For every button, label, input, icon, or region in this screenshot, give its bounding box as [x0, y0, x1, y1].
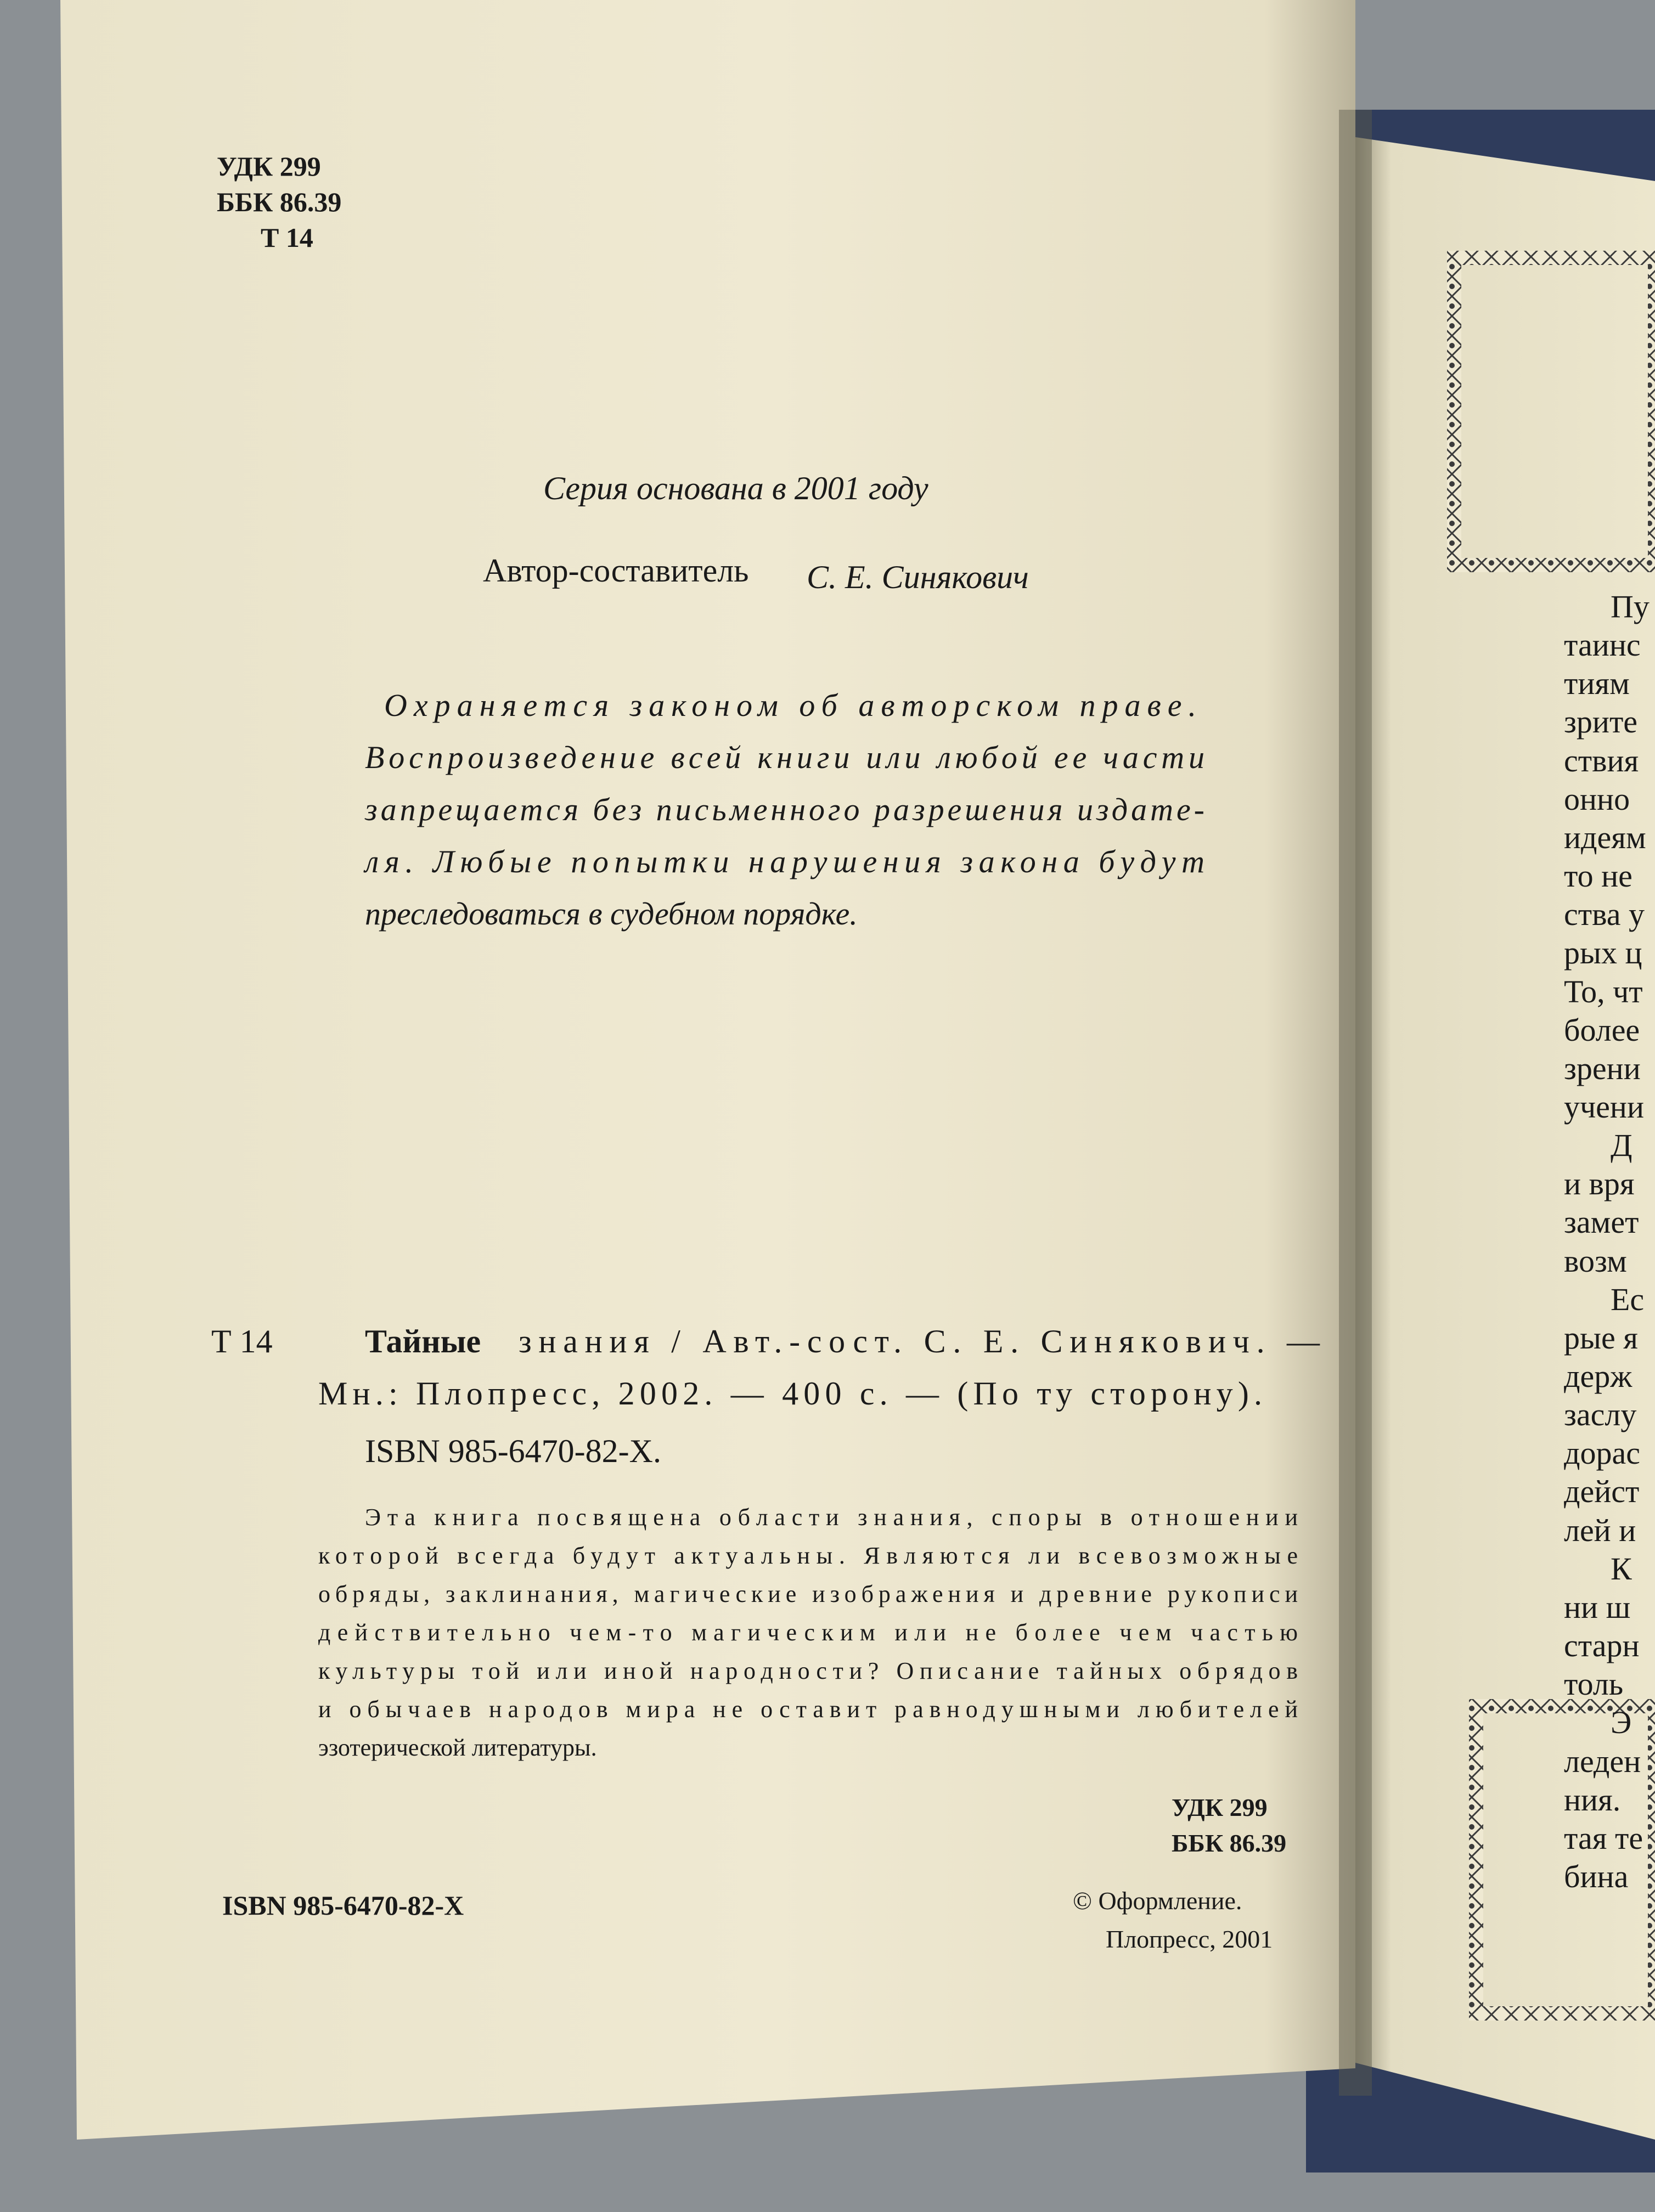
- right-page-fragment: ствия: [1564, 743, 1639, 778]
- right-page-fragment: Пу: [1611, 589, 1650, 624]
- catalog-isbn: ISBN 985-6470-82-Х.: [365, 1433, 661, 1469]
- author-name: С. Е. Синякович: [807, 559, 1029, 595]
- right-page-fragment: дорас: [1564, 1435, 1640, 1471]
- right-page-fragment: ния.: [1564, 1782, 1621, 1818]
- right-page-fragment: тиям: [1564, 665, 1630, 701]
- right-page-fragment: Ес: [1611, 1282, 1645, 1317]
- isbn-bottom: ISBN 985-6470-82-Х: [222, 1890, 464, 1921]
- gutter-shadow: [1339, 110, 1372, 2096]
- catalog-title-bold: Тайные: [365, 1323, 481, 1359]
- svg-text:эзотерической литературы.: эзотерической литературы.: [318, 1734, 597, 1761]
- right-page-fragment: То, чт: [1564, 974, 1643, 1009]
- right-page-fragment: то не: [1564, 858, 1633, 894]
- catalog-line2: Мн.: Плопресс, 2002. — 400 с. — (По ту сторону).: [318, 1375, 1262, 1412]
- right-page-fragment: ства у: [1564, 896, 1645, 932]
- right-page-fragment: зрени: [1564, 1051, 1641, 1086]
- svg-text:ля. Любые попытки нарушения за: ля. Любые попытки нарушения закона будут: [365, 844, 1204, 879]
- left-page: [60, 0, 1355, 2140]
- bbk-code: ББК 86.39: [217, 187, 342, 217]
- right-page-fragment: рые я: [1564, 1320, 1638, 1356]
- right-page-fragment: онно: [1564, 781, 1630, 817]
- right-page-fragment: идеям: [1564, 820, 1646, 855]
- svg-text:действительно чем-то магически: действительно чем-то магическим или не более чем частью: [318, 1619, 1298, 1646]
- right-page-fragment: замет: [1564, 1204, 1639, 1240]
- right-page-fragment: таинс: [1564, 627, 1641, 663]
- right-page-fragment: Д: [1611, 1127, 1633, 1163]
- right-page-fragment: держ: [1564, 1358, 1633, 1394]
- svg-text:Эта книга посвящена области зн: Эта книга посвящена области знания, споры в отношении: [365, 1504, 1298, 1531]
- svg-text:Охраняется законом об авторско: Охраняется законом об авторском праве.: [384, 687, 1196, 723]
- udc-code: УДК 299: [217, 151, 321, 182]
- svg-text:которой всегда будут актуальны: которой всегда будут актуальны. Являются ли всевозможные: [318, 1542, 1298, 1569]
- right-page-fragment: тая те: [1564, 1820, 1643, 1856]
- author-label: Автор-составитель: [483, 552, 749, 589]
- catalog-line1: знания / Авт.-сост. С. Е. Синякович. —: [519, 1323, 1320, 1359]
- right-page-fragment: лей и: [1564, 1513, 1636, 1548]
- right-page-fragment: ни ш: [1564, 1589, 1631, 1625]
- right-page-fragment: возм: [1564, 1243, 1627, 1279]
- udc-code-bottom: УДК 299: [1172, 1793, 1268, 1821]
- right-page-fragment: старн: [1564, 1628, 1640, 1663]
- right-page-fragment: более: [1564, 1012, 1640, 1048]
- svg-text:культуры той или иной народнос: культуры той или иной народности? Описание тайных обрядов: [318, 1657, 1298, 1684]
- right-page-fragment: К: [1611, 1551, 1632, 1587]
- right-page-fragment: Э: [1611, 1705, 1632, 1740]
- catalog-index: Т 14: [211, 1323, 273, 1359]
- right-page-fragment: бина: [1564, 1859, 1629, 1894]
- series-note: Серия основана в 2001 году: [543, 470, 928, 506]
- svg-text:и обычаев народов мира не оста: и обычаев народов мира не оставит равнодушными любителей: [318, 1696, 1298, 1723]
- svg-text:обряды, заклинания, магические: обряды, заклинания, магические изображения и древние рукописи: [318, 1581, 1298, 1607]
- svg-text:Плопресс, 2001: Плопресс, 2001: [1106, 1925, 1273, 1953]
- right-page-fragment: рых ц: [1564, 935, 1642, 970]
- right-page-fragment: дейст: [1564, 1474, 1640, 1509]
- right-page-fragment: толь: [1564, 1666, 1624, 1702]
- author-mark: Т 14: [261, 222, 313, 253]
- svg-text:запрещается без письменного ра: запрещается без письменного разрешения издате-: [365, 792, 1204, 827]
- bbk-code-bottom: ББК 86.39: [1172, 1829, 1287, 1857]
- svg-text:преследоваться в судебном поря: преследоваться в судебном порядке.: [365, 896, 858, 932]
- right-page-fragment: учени: [1564, 1089, 1644, 1125]
- svg-text:© Оформление.: © Оформление.: [1073, 1887, 1242, 1915]
- right-page-fragment: заслу: [1564, 1397, 1637, 1432]
- right-page-fragment: леден: [1564, 1743, 1641, 1779]
- right-page-fragment: зрите: [1564, 704, 1638, 740]
- svg-text:Воспроизведение всей книги или: Воспроизведение всей книги или любой ее части: [365, 740, 1204, 775]
- right-page-fragment: и вря: [1564, 1166, 1635, 1201]
